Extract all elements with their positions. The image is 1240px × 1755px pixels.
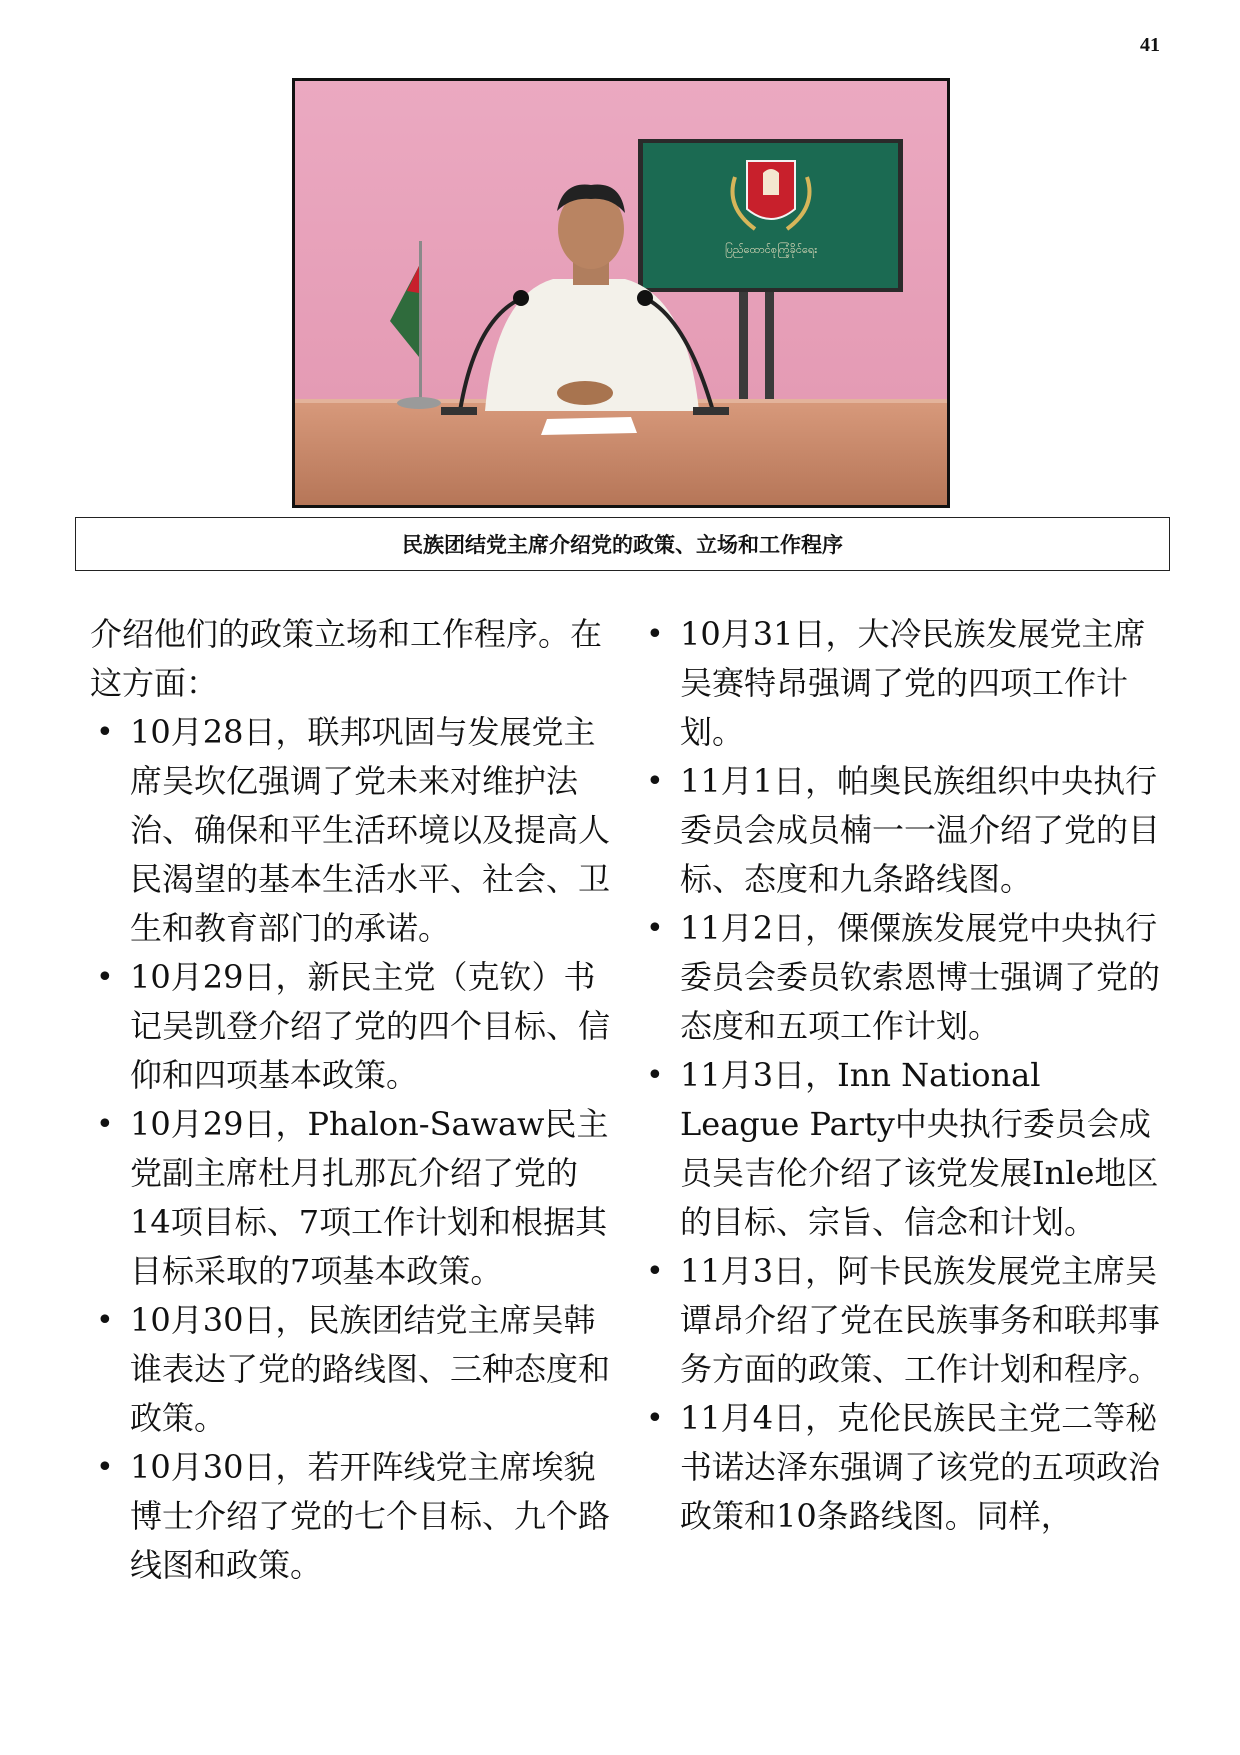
right-column (640, 610, 1160, 1541)
left-column (90, 610, 610, 1590)
list-item: • 10月30日，若开阵线党主席埃貌博士介绍了党的七个目标、九个路线图和政策。 (96, 1448, 611, 1584)
news-photo (292, 78, 950, 508)
list-item: • 11月3日，Inn National League Party中央执行委员会成员吴吉伦介绍了该党发展Inle地区的目标、宗旨、信念和计划。 (646, 1056, 1159, 1241)
list-item: • 10月28日，联邦巩固与发展党主席吴坎亿强调了党未来对维护法治、确保和平生活环境以及提高人民渴望的基本生活水平、社会、卫生和教育部门的承诺。 (96, 713, 611, 947)
photo-caption: 民族团结党主席介绍党的政策、立场和工作程序 (75, 517, 1170, 571)
tv-screen (638, 139, 903, 292)
list-item: • 10月31日，大冷民族发展党主席吴赛特昂强调了党的四项工作计划。 (646, 615, 1146, 751)
list-item: • 11月3日，阿卡民族发展党主席吴谭昂介绍了党在民族事务和联邦事务方面的政策、工作计划和程序。 (646, 1252, 1161, 1388)
desk (295, 399, 947, 505)
list-item: • 10月29日，新民主党（克钦）书记吴凯登介绍了党的四个目标、信仰和四项基本政策。 (96, 958, 611, 1094)
intro-paragraph: 介绍他们的政策立场和工作程序。在这方面： (90, 615, 603, 702)
svg-text:ပြည်ထောင်စုကြံ့ခိုင်ရေး: ပြည်ထောင်စုကြံ့ခိုင်ရေး (724, 243, 818, 256)
right-bullet-list (640, 610, 1160, 1541)
list-item: • 11月2日，傈僳族发展党中央执行委员会委员钦索恩博士强调了党的态度和五项工作计划。 (646, 909, 1161, 1045)
list-item: • 10月30日，民族团结党主席吴韩谁表达了党的路线图、三种态度和政策。 (96, 1301, 611, 1437)
list-item: • 11月1日，帕奥民族组织中央执行委员会成员楠一一温介绍了党的目标、态度和九条路线图。 (646, 762, 1161, 898)
page-number: 41 (1140, 34, 1160, 56)
photo-illustration (295, 81, 947, 505)
list-item: • 11月4日，克伦民族民主党二等秘书诺达泽东强调了该党的五项政治政策和10条路线图。同样， (646, 1399, 1161, 1535)
list-item: • 10月29日，Phalon-Sawaw民主党副主席杜月扎那瓦介绍了党的14项目标、7项工作计划和根据其目标采取的7项基本政策。 (96, 1105, 609, 1290)
left-bullet-list (90, 708, 610, 1590)
